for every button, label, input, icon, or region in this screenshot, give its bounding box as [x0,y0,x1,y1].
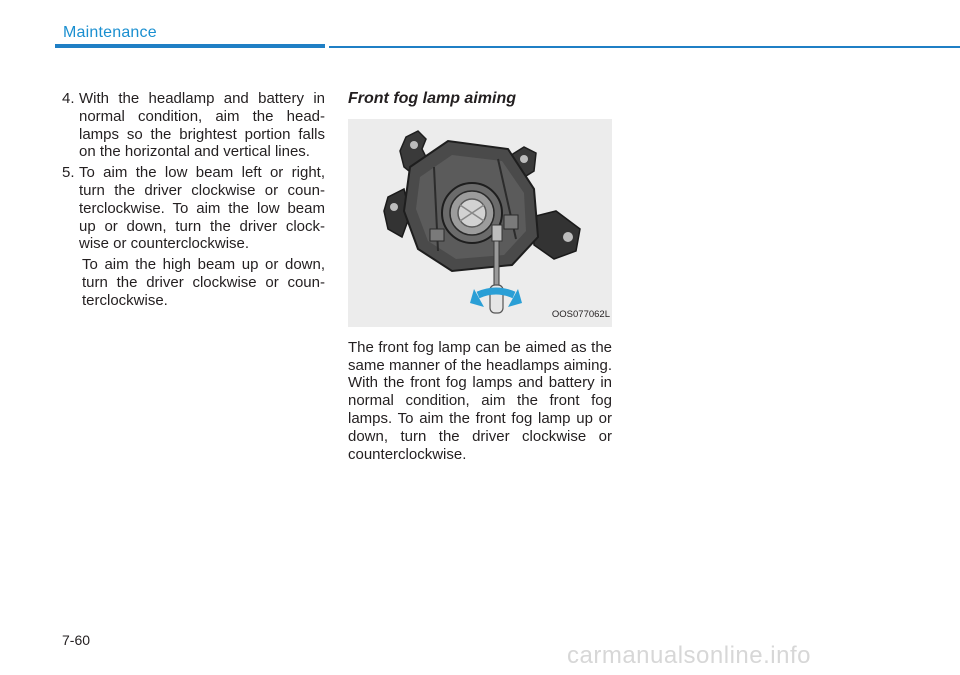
fog-lamp-figure [348,119,612,327]
fog-lamp-illustration [348,119,612,327]
step-4 [62,90,325,161]
section-title: Maintenance [63,24,157,41]
step-5 [62,164,325,253]
step-number: 5. [62,164,75,182]
step-text: With the headlamp and battery in normal condition, aim the head-lamps so the brightest portion falls on the horizontal and vertical lines. [79,90,325,161]
header-rule-thin [329,46,960,48]
right-column [348,90,612,463]
step-text: To aim the low beam left or right, turn the driver clockwise or coun-terclockwise. To aim the low beam up or down, turn the driver clock-wise or counterclockwise. [79,164,325,253]
step-5-note: To aim the high beam up or down, turn the driver clockwise or coun-terclockwise. [82,256,325,309]
fog-lamp-body-text: The front fog lamp can be aimed as the same manner of the headlamps aiming. With the front fog lamps and battery in normal condition, aim the front fog lamps. To aim the front fog lamp up or down, turn the driver clockwise or counterclockwise. [348,338,612,463]
subheading: Front fog lamp aiming [348,90,516,107]
step-number: 4. [62,90,75,107]
header-rule-thick [55,44,325,48]
left-column [62,90,325,310]
figure-code: OOS077062L [551,309,610,320]
watermark-text: carmanualsonline.info [567,642,811,669]
page-number: 7-60 [62,632,91,648]
